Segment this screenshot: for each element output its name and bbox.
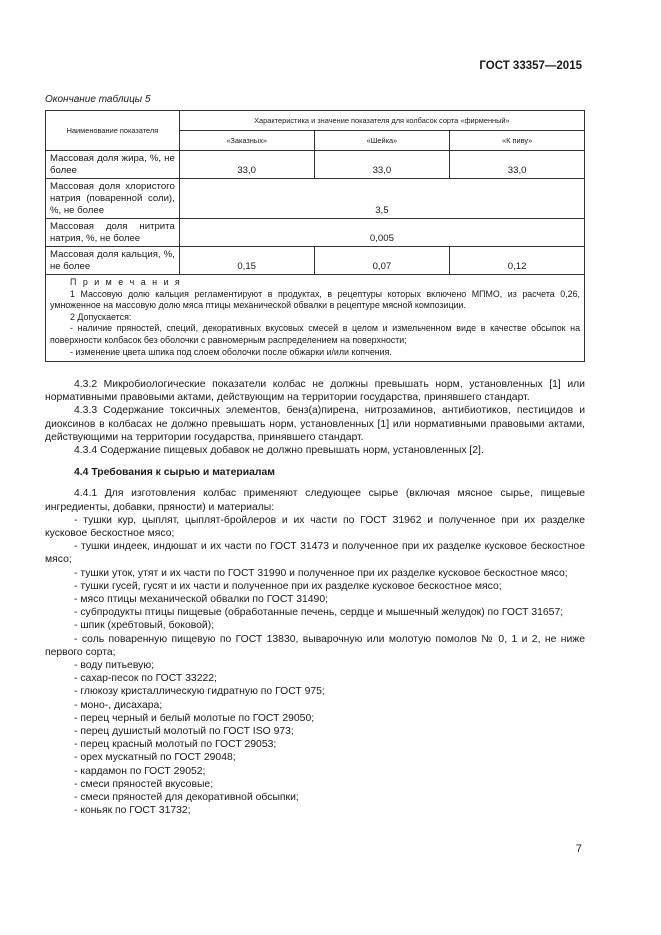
cell-salt-merged: 3,5 — [179, 179, 584, 219]
list-item: - кардамон по ГОСТ 29052; — [74, 765, 206, 777]
body-text — [45, 378, 585, 818]
cell-fat-k-pivu: 33,0 — [450, 151, 585, 179]
list-item: - воду питьевую; — [74, 660, 154, 672]
document-number: ГОСТ 33357—2015 — [479, 60, 582, 72]
list-item: - соль поваренную пищевую по ГОСТ 13830, выварочную или молотую помолов № 0, 1 и 2, не ниже первого сорта; — [45, 633, 585, 658]
list-item: - перец душистый молотый по ГОСТ ISO 973; — [74, 726, 294, 738]
cell-fat-sheika: 33,0 — [314, 151, 450, 179]
table-5 — [45, 110, 585, 362]
row-name-nitrite: Массовая доля нитрита натрия, %, не более — [46, 219, 180, 247]
row-name-fat: Массовая доля жира, %, не более — [46, 151, 180, 179]
table-row — [46, 247, 585, 275]
table-row — [46, 179, 585, 219]
note-2a: - наличие пряностей, специй, декоративных вкусовых смесей в целом и измельченном виде в качестве обсыпок на поверхности колбасок без оболочки с равномерным распределением на поверхности; — [50, 323, 580, 345]
table-notes — [46, 275, 585, 362]
column-header-zakaznyh: «Заказных» — [179, 131, 314, 151]
paragraph-4-3-2: 4.3.2 Микробиологические показатели колбас не должны превышать норм, установленных [1] или нормативными правовыми актами, действующим на территории государства, принявшего стандарт. — [45, 379, 585, 404]
table-notes-row — [46, 275, 585, 362]
list-item: - тушки кур, цыплят, цыплят-бройлеров и их части по ГОСТ 31962 и полученное при их разделке кусковое бескостное мясо; — [45, 514, 585, 540]
column-header-name: Наименование показателя — [46, 111, 180, 151]
list-item: - перец красный молотый по ГОСТ 29053; — [74, 739, 277, 751]
notes-title: П р и м е ч а н и я — [70, 277, 182, 287]
row-name-calcium: Массовая доля кальция, %, не более — [46, 247, 180, 275]
list-item: - субпродукты птицы пищевые (обработанные печень, сердце и мышечный желудок) по ГОСТ 31657; — [74, 607, 564, 619]
note-1: 1 Массовую долю кальция регламентируют в продуктах, в рецептуры которых включено МПМО, из расчета 0,26, умноженное на массовую долю мяса птицы механической обвалки в рецептуре мясной композиции. — [50, 288, 580, 311]
list-item: - тушки уток, утят и их части по ГОСТ 31990 и полученное при их разделке кусковое бескостное мясо; — [74, 567, 568, 579]
list-item: - перец черный и белый молотые по ГОСТ 29050; — [74, 712, 315, 724]
section-heading-4-4: 4.4 Требования к сырью и материалам — [74, 467, 275, 479]
list-item: - сахар-песок по ГОСТ 33222; — [74, 673, 217, 685]
list-item: - моно-, дисахара; — [74, 699, 163, 711]
cell-fat-zakaznyh: 33,0 — [179, 151, 314, 179]
table-row — [46, 219, 585, 247]
row-name-salt: Массовая доля хлористого натрия (поваренной соли), %, не более — [46, 179, 180, 219]
list-item: - тушки индеек, индюшат и их части по ГОСТ 31473 и полученное при их разделке кусковое бескостное мясо; — [45, 541, 585, 566]
list-item: - шпик (хребтовый, боковой); — [74, 620, 215, 632]
list-item: - орех мускатный по ГОСТ 29048; — [74, 752, 236, 764]
note-2b: - изменение цвета шпика под слоем оболочки после обжарки и/или копчения. — [70, 346, 392, 357]
note-2: 2 Допускается: — [70, 311, 132, 322]
paragraph-4-3-4: 4.3.4 Содержание пищевых добавок не должно превышать норм, установленных [2]. — [74, 445, 484, 457]
table-row — [46, 151, 585, 179]
cell-nitrite-merged: 0,005 — [179, 219, 584, 247]
list-item: - глюкозу кристаллическую гидратную по ГОСТ 975; — [74, 686, 325, 698]
paragraph-4-4-1: 4.4.1 Для изготовления колбас применяют следующее сырье (включая мясное сырье, пищевые ингредиенты, добавки, пряности) и материалы: — [45, 488, 585, 513]
list-item: - мясо птицы механической обвалки по ГОСТ 31490; — [74, 594, 329, 606]
page-number: 7 — [575, 843, 582, 855]
cell-calcium-zakaznyh: 0,15 — [179, 247, 314, 275]
cell-calcium-k-pivu: 0,12 — [450, 247, 585, 275]
cell-calcium-sheika: 0,07 — [314, 247, 450, 275]
list-item: - коньяк по ГОСТ 31732; — [74, 805, 191, 817]
list-item: - смеси пряностей для декоративной обсыпки; — [74, 792, 299, 804]
column-header-k-pivu: «К пиву» — [450, 131, 585, 151]
table-caption: Окончание таблицы 5 — [45, 94, 151, 105]
paragraph-4-3-3: 4.3.3 Содержание токсичных элементов, бенз(а)пирена, нитрозаминов, антибиотиков, пестицидов и диоксинов в колбасах не должно превышать норм, установленных [1] или нормативными правовыми актами, действующими на территории государства, принявшего стандарт. — [45, 405, 585, 443]
list-item: - тушки гусей, гусят и их части и полученное при их разделке кусковое бескостное мясо; — [74, 580, 502, 592]
column-header-sheika: «Шейка» — [314, 131, 450, 151]
column-group-header: Характеристика и значение показателя для колбасок сорта «фирменный» — [179, 111, 584, 131]
list-item: - смеси пряностей вкусовые; — [74, 778, 214, 790]
